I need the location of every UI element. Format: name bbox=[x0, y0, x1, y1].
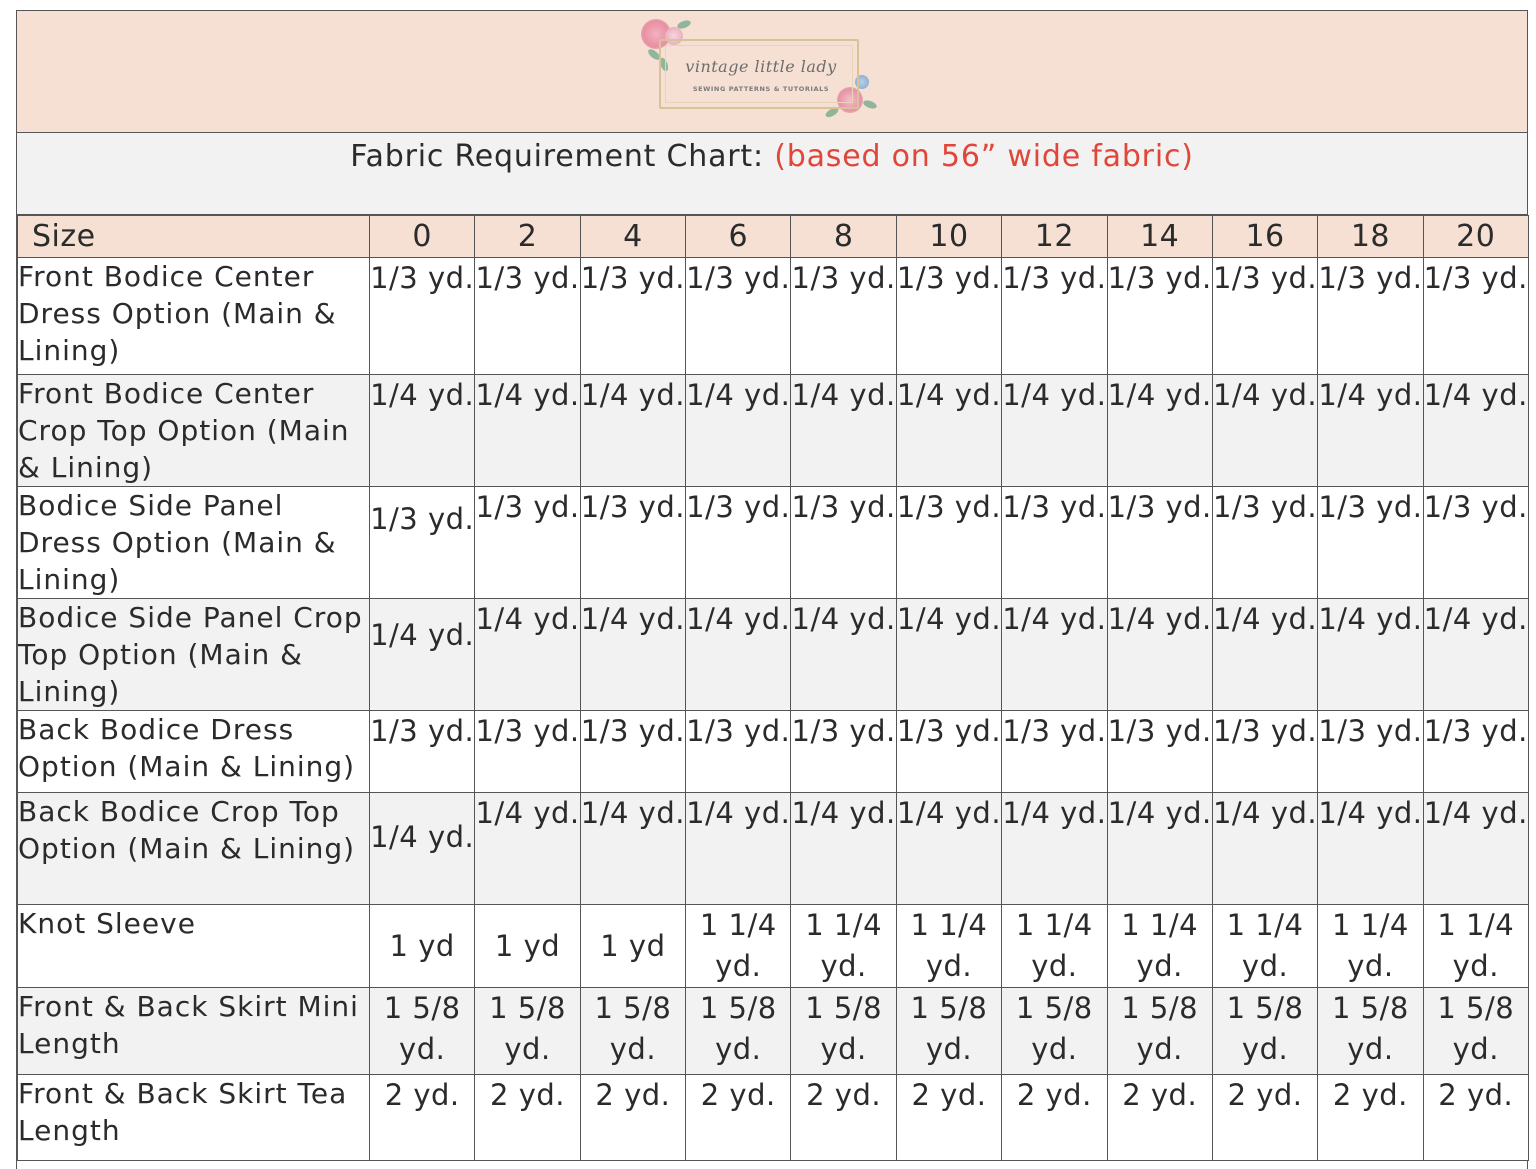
yardage-cell: 1/4 yd. bbox=[1318, 599, 1423, 711]
header-size-0: 0 bbox=[370, 216, 475, 258]
yardage-cell: 1/3 yd. bbox=[686, 258, 791, 375]
yardage-cell: 2 yd. bbox=[1318, 1075, 1423, 1161]
yardage-cell: 1/4 yd. bbox=[686, 599, 791, 711]
header-size-18: 18 bbox=[1318, 216, 1423, 258]
yardage-cell: 2 yd. bbox=[1423, 1075, 1528, 1161]
yardage-cell: 1/3 yd. bbox=[580, 487, 685, 599]
yardage-cell: 1/4 yd. bbox=[1107, 793, 1212, 905]
header-banner bbox=[17, 11, 1527, 133]
yardage-cell: 1/3 yd. bbox=[791, 258, 896, 375]
yardage-cell: 1/3 yd. bbox=[1002, 258, 1107, 375]
yardage-cell: 1/3 yd. bbox=[896, 711, 1001, 793]
yardage-cell: 1 1/4 yd. bbox=[1318, 905, 1423, 988]
chart-title-note: (based on 56” wide fabric) bbox=[774, 139, 1194, 174]
row-label: Back Bodice Crop Top Option (Main & Lining) bbox=[18, 793, 370, 905]
yardage-cell: 1 5/8 yd. bbox=[370, 988, 475, 1075]
yardage-cell: 2 yd. bbox=[370, 1075, 475, 1161]
table-row bbox=[18, 375, 1529, 487]
yardage-cell: 1/3 yd. bbox=[1002, 711, 1107, 793]
row-label: Front & Back Skirt Mini Length bbox=[18, 988, 370, 1075]
yardage-cell: 2 yd. bbox=[896, 1075, 1001, 1161]
row-label: Bodice Side Panel Crop Top Option (Main & Lining) bbox=[18, 599, 370, 711]
header-size-10: 10 bbox=[896, 216, 1001, 258]
yardage-cell: 2 yd. bbox=[1212, 1075, 1317, 1161]
yardage-cell: 1/4 yd. bbox=[1423, 599, 1528, 711]
yardage-cell: 1/4 yd. bbox=[370, 793, 475, 905]
yardage-cell: 1/4 yd. bbox=[791, 793, 896, 905]
yardage-cell: 1/4 yd. bbox=[580, 793, 685, 905]
yardage-cell: 1/4 yd. bbox=[1002, 375, 1107, 487]
yardage-cell: 1/4 yd. bbox=[1423, 793, 1528, 905]
yardage-cell: 2 yd. bbox=[686, 1075, 791, 1161]
yardage-cell: 1 5/8 yd. bbox=[791, 988, 896, 1075]
yardage-cell: 1/3 yd. bbox=[686, 711, 791, 793]
table-row bbox=[18, 711, 1529, 793]
yardage-cell: 1/3 yd. bbox=[475, 487, 580, 599]
header-size-label: Size bbox=[18, 216, 370, 258]
yardage-cell: 1/3 yd. bbox=[791, 487, 896, 599]
yardage-cell: 1/4 yd. bbox=[1423, 375, 1528, 487]
yardage-cell: 1/4 yd. bbox=[370, 599, 475, 711]
yardage-cell: 1 5/8 yd. bbox=[475, 988, 580, 1075]
yardage-cell: 1 1/4 yd. bbox=[1212, 905, 1317, 988]
yardage-cell: 1/4 yd. bbox=[1318, 793, 1423, 905]
leaf-decoration bbox=[862, 99, 878, 110]
header-size-20: 20 bbox=[1423, 216, 1528, 258]
yardage-cell: 1 5/8 yd. bbox=[1212, 988, 1317, 1075]
title-bar bbox=[17, 133, 1527, 215]
yardage-cell: 1/3 yd. bbox=[370, 258, 475, 375]
yardage-cell: 1/3 yd. bbox=[1107, 711, 1212, 793]
yardage-cell: 1/3 yd. bbox=[1107, 258, 1212, 375]
table-row bbox=[18, 1075, 1529, 1161]
yardage-cell: 1/3 yd. bbox=[791, 711, 896, 793]
table-row bbox=[18, 988, 1529, 1075]
table-row bbox=[18, 905, 1529, 988]
yardage-cell: 1 yd bbox=[475, 905, 580, 988]
yardage-cell: 1 1/4 yd. bbox=[1423, 905, 1528, 988]
yardage-cell: 1/4 yd. bbox=[475, 599, 580, 711]
yardage-cell: 1/3 yd. bbox=[1212, 711, 1317, 793]
header-size-14: 14 bbox=[1107, 216, 1212, 258]
table-row bbox=[18, 793, 1529, 905]
yardage-cell: 1 5/8 yd. bbox=[896, 988, 1001, 1075]
header-size-16: 16 bbox=[1212, 216, 1317, 258]
yardage-cell: 1 5/8 yd. bbox=[1002, 988, 1107, 1075]
yardage-cell: 1/3 yd. bbox=[1002, 487, 1107, 599]
yardage-cell: 1/3 yd. bbox=[370, 487, 475, 599]
yardage-cell: 1/4 yd. bbox=[580, 599, 685, 711]
yardage-cell: 1 yd bbox=[580, 905, 685, 988]
yardage-cell: 2 yd. bbox=[1107, 1075, 1212, 1161]
chart-title-main: Fabric Requirement Chart: bbox=[350, 139, 764, 174]
logo-name: vintage little lady bbox=[685, 57, 837, 76]
table-header-row bbox=[18, 216, 1529, 258]
yardage-cell: 1 1/4 yd. bbox=[1107, 905, 1212, 988]
yardage-cell: 1 1/4 yd. bbox=[896, 905, 1001, 988]
yardage-cell: 1/3 yd. bbox=[1212, 487, 1317, 599]
header-size-6: 6 bbox=[686, 216, 791, 258]
chart-title bbox=[17, 139, 1527, 174]
yardage-cell: 1/3 yd. bbox=[1423, 258, 1528, 375]
yardage-cell: 1/4 yd. bbox=[1212, 375, 1317, 487]
yardage-cell: 1 5/8 yd. bbox=[1318, 988, 1423, 1075]
yardage-cell: 1/4 yd. bbox=[1107, 599, 1212, 711]
yardage-cell: 1/4 yd. bbox=[580, 375, 685, 487]
yardage-cell: 1/4 yd. bbox=[370, 375, 475, 487]
yardage-cell: 1/4 yd. bbox=[1107, 375, 1212, 487]
yardage-cell: 1/4 yd. bbox=[1318, 375, 1423, 487]
fabric-requirement-table bbox=[17, 215, 1529, 1161]
yardage-cell: 1 1/4 yd. bbox=[686, 905, 791, 988]
row-label: Back Bodice Dress Option (Main & Lining) bbox=[18, 711, 370, 793]
yardage-cell: 1 5/8 yd. bbox=[1107, 988, 1212, 1075]
yardage-cell: 1/3 yd. bbox=[1212, 258, 1317, 375]
yardage-cell: 1/3 yd. bbox=[896, 258, 1001, 375]
yardage-cell: 1/4 yd. bbox=[1002, 793, 1107, 905]
yardage-cell: 2 yd. bbox=[791, 1075, 896, 1161]
yardage-cell: 1/4 yd. bbox=[475, 375, 580, 487]
yardage-cell: 1 yd bbox=[370, 905, 475, 988]
yardage-cell: 1 5/8 yd. bbox=[580, 988, 685, 1075]
header-size-12: 12 bbox=[1002, 216, 1107, 258]
brand-logo bbox=[637, 17, 885, 129]
yardage-cell: 1/3 yd. bbox=[580, 258, 685, 375]
yardage-cell: 1/3 yd. bbox=[475, 258, 580, 375]
yardage-cell: 1/4 yd. bbox=[896, 793, 1001, 905]
yardage-cell: 1/4 yd. bbox=[686, 793, 791, 905]
yardage-cell: 1/4 yd. bbox=[1212, 599, 1317, 711]
yardage-cell: 1/3 yd. bbox=[1423, 487, 1528, 599]
row-label: Front & Back Skirt Tea Length bbox=[18, 1075, 370, 1161]
yardage-cell: 1 1/4 yd. bbox=[1002, 905, 1107, 988]
row-label: Bodice Side Panel Dress Option (Main & Lining) bbox=[18, 487, 370, 599]
header-size-8: 8 bbox=[791, 216, 896, 258]
yardage-cell: 1 5/8 yd. bbox=[686, 988, 791, 1075]
yardage-cell: 1/3 yd. bbox=[1318, 711, 1423, 793]
header-size-4: 4 bbox=[580, 216, 685, 258]
table-row bbox=[18, 258, 1529, 375]
yardage-cell: 1/3 yd. bbox=[896, 487, 1001, 599]
yardage-cell: 1/3 yd. bbox=[1423, 711, 1528, 793]
yardage-cell: 1/4 yd. bbox=[686, 375, 791, 487]
yardage-cell: 2 yd. bbox=[580, 1075, 685, 1161]
row-label: Front Bodice Center Dress Option (Main & Lining) bbox=[18, 258, 370, 375]
yardage-cell: 1/3 yd. bbox=[370, 711, 475, 793]
yardage-cell: 2 yd. bbox=[475, 1075, 580, 1161]
yardage-cell: 1/3 yd. bbox=[1318, 258, 1423, 375]
fabric-chart-sheet bbox=[16, 10, 1528, 1169]
logo-tagline: SEWING PATTERNS & TUTORIALS bbox=[692, 85, 830, 93]
yardage-cell: 1/4 yd. bbox=[475, 793, 580, 905]
leaf-decoration bbox=[676, 19, 692, 30]
yardage-cell: 1/4 yd. bbox=[791, 375, 896, 487]
yardage-cell: 1 5/8 yd. bbox=[1423, 988, 1528, 1075]
yardage-cell: 1/3 yd. bbox=[475, 711, 580, 793]
header-size-2: 2 bbox=[475, 216, 580, 258]
yardage-cell: 1 1/4 yd. bbox=[791, 905, 896, 988]
yardage-cell: 1/4 yd. bbox=[1212, 793, 1317, 905]
table-row bbox=[18, 487, 1529, 599]
row-label: Knot Sleeve bbox=[18, 905, 370, 988]
table-row bbox=[18, 599, 1529, 711]
yardage-cell: 1/4 yd. bbox=[896, 375, 1001, 487]
yardage-cell: 2 yd. bbox=[1002, 1075, 1107, 1161]
yardage-cell: 1/4 yd. bbox=[1002, 599, 1107, 711]
yardage-cell: 1/4 yd. bbox=[791, 599, 896, 711]
yardage-cell: 1/3 yd. bbox=[1107, 487, 1212, 599]
yardage-cell: 1/3 yd. bbox=[686, 487, 791, 599]
yardage-cell: 1/3 yd. bbox=[580, 711, 685, 793]
yardage-cell: 1/3 yd. bbox=[1318, 487, 1423, 599]
row-label: Front Bodice Center Crop Top Option (Main & Lining) bbox=[18, 375, 370, 487]
yardage-cell: 1/4 yd. bbox=[896, 599, 1001, 711]
